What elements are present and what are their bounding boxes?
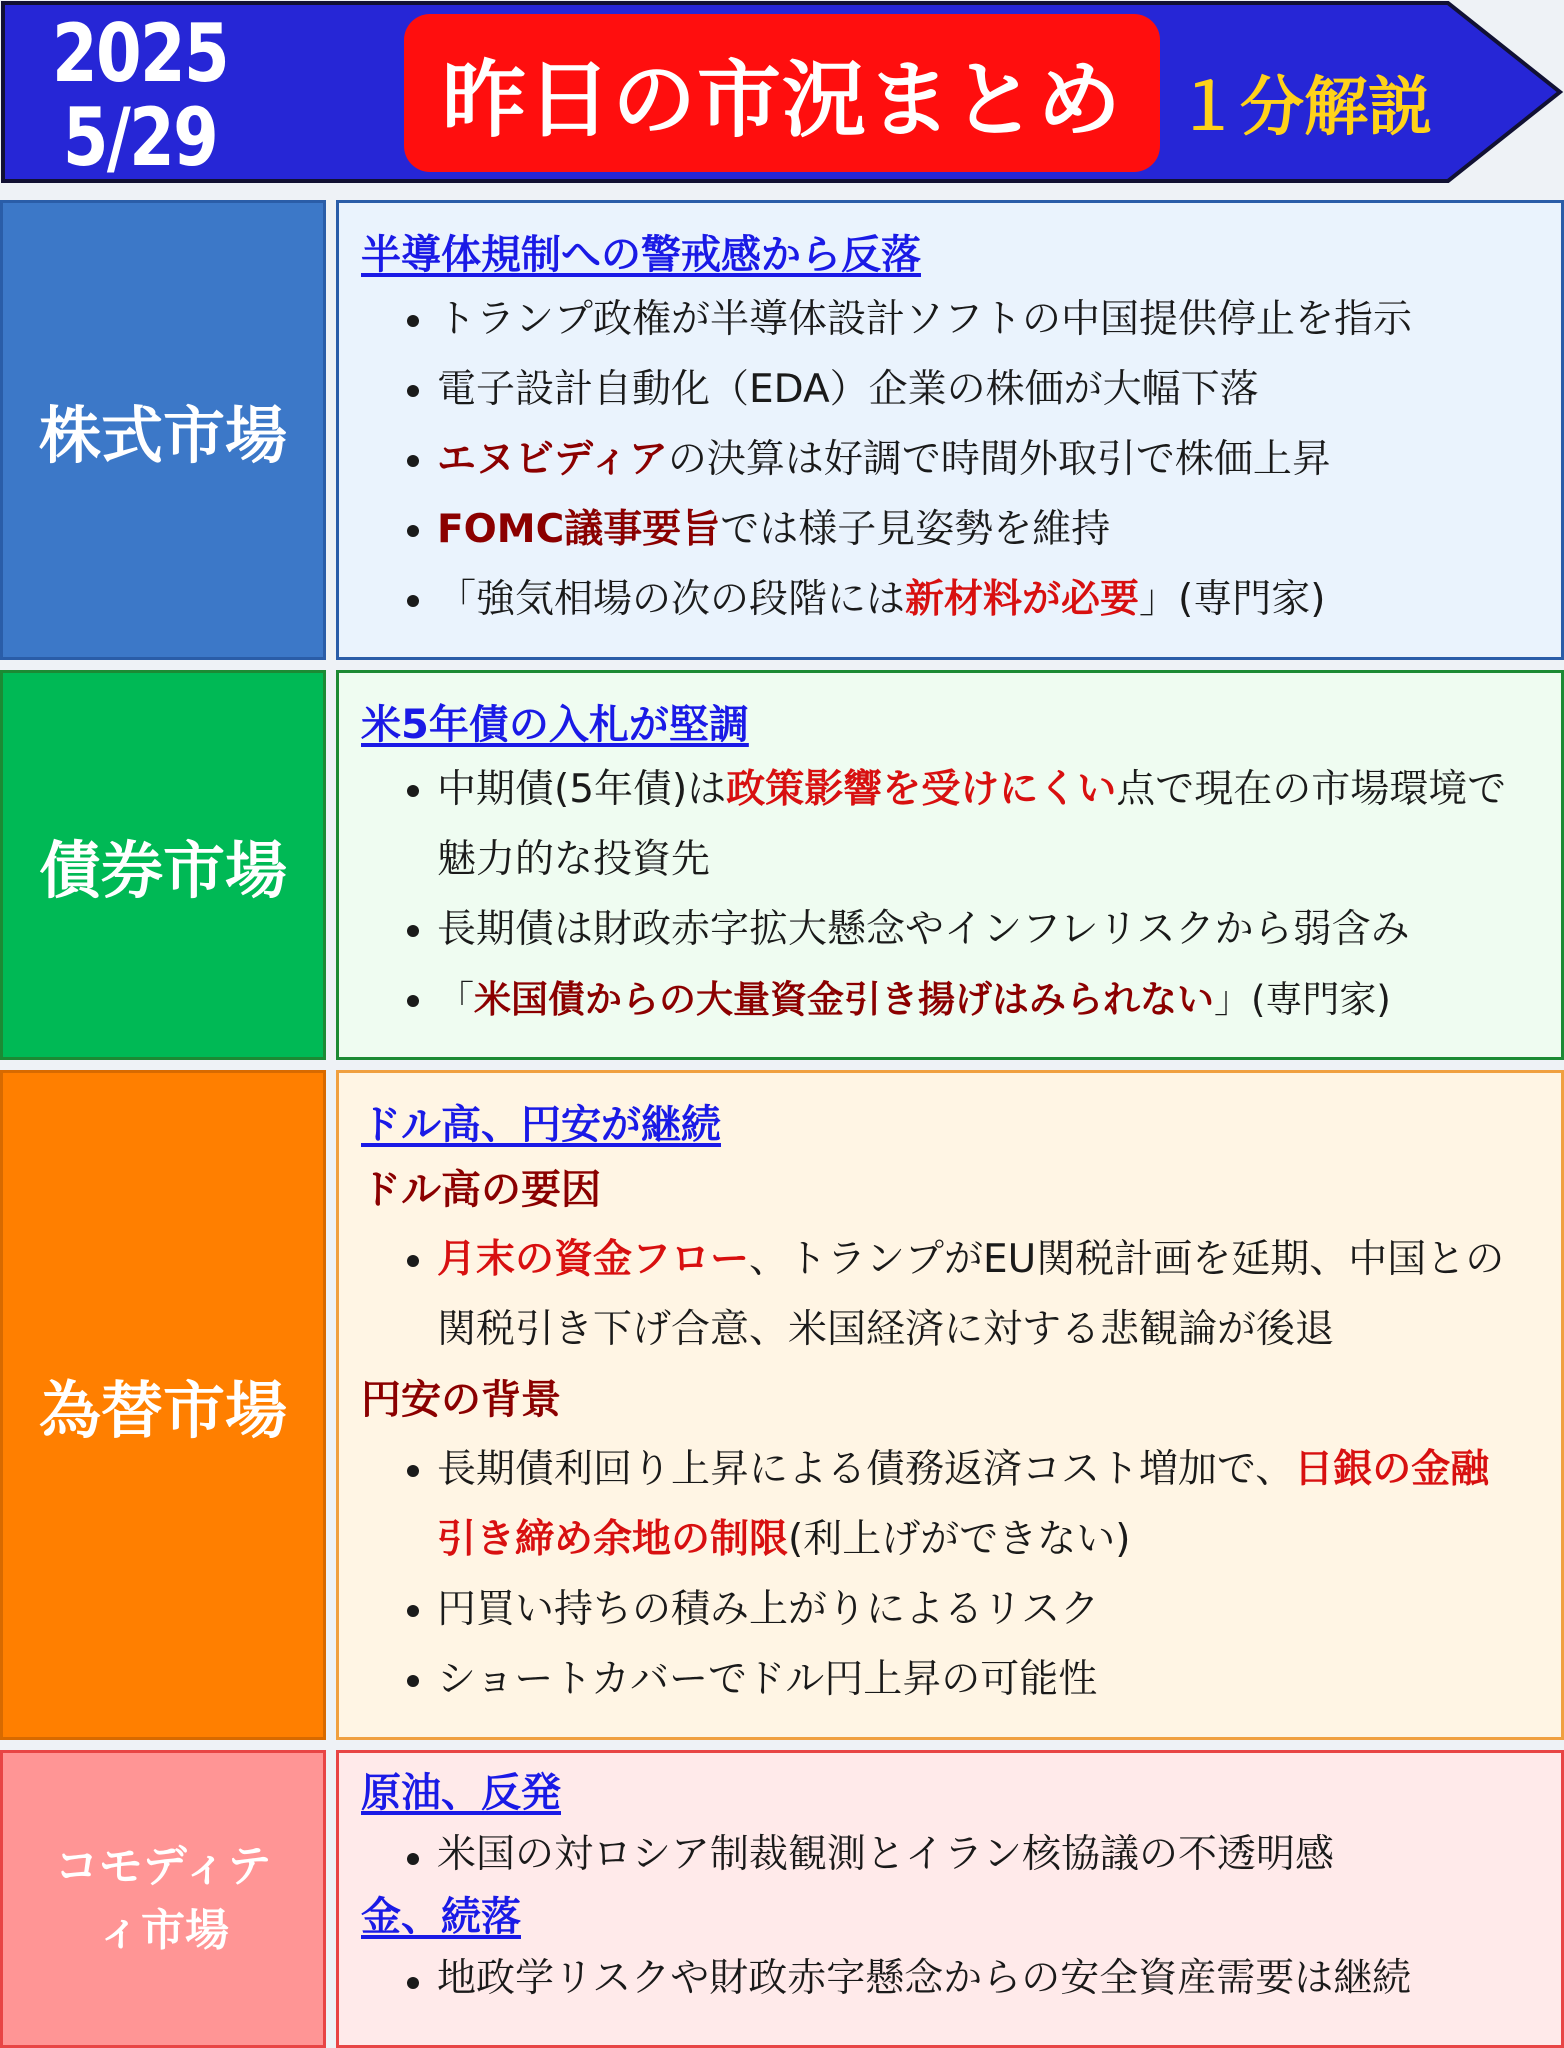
section-bond	[0, 670, 1564, 1060]
list-item: 電子設計自動化（EDA）企業の株価が大幅下落	[401, 355, 1543, 425]
bullet-list	[361, 1947, 1543, 2011]
section-label-stock	[0, 200, 326, 660]
list-item: 中期債(5年債)は政策影響を受けにくい点で現在の市場環境で魅力的な投資先	[401, 755, 1543, 895]
date-year: 2025	[51, 7, 229, 100]
list-item: トランプ政権が半導体設計ソフトの中国提供停止を指示	[401, 285, 1543, 355]
list-item: 地政学リスクや財政赤字懸念からの安全資産需要は継続	[401, 1947, 1543, 2011]
section-content-fx	[336, 1070, 1564, 1740]
section-headline[interactable]: 米5年債の入札が堅調	[361, 702, 749, 748]
subheading: ドル高の要因	[361, 1167, 601, 1213]
section-headline[interactable]: ドル高、円安が継続	[361, 1102, 721, 1148]
title-box	[404, 14, 1160, 172]
list-item: エヌビディアの決算は好調で時間外取引で株価上昇	[401, 425, 1543, 495]
bullet-list	[361, 285, 1543, 635]
list-item: 長期債利回り上昇による債務返済コスト増加で、日銀の金融引き締め余地の制限(利上げができない)	[401, 1435, 1543, 1575]
label-text: 債券市場	[38, 833, 287, 907]
list-item: FOMC議事要旨では様子見姿勢を維持	[401, 495, 1543, 565]
section-label-bond	[0, 670, 326, 1060]
page-subtitle: １分解説	[1176, 71, 1432, 145]
section-headline[interactable]: 半導体規制への警戒感から反落	[361, 232, 921, 278]
bullet-list	[361, 1823, 1543, 1887]
section-label-fx	[0, 1070, 326, 1740]
bullet-list	[361, 755, 1543, 1035]
section-content-bond	[336, 670, 1564, 1060]
section-content-stock	[336, 200, 1564, 660]
list-item: 長期債は財政赤字拡大懸念やインフレリスクから弱含み	[401, 895, 1543, 965]
label-text-line2: ィ市場	[97, 1905, 229, 1956]
bullet-list	[361, 1435, 1543, 1715]
date-day: 5/29	[62, 91, 218, 184]
section-fx	[0, 1070, 1564, 1740]
list-item: ショートカバーでドル円上昇の可能性	[401, 1645, 1543, 1715]
section-content-commodity	[336, 1750, 1564, 2048]
page-title: 昨日の市況まとめ	[441, 50, 1122, 149]
list-item: 「米国債からの大量資金引き揚げはみられない」(専門家)	[401, 965, 1543, 1035]
date-display	[45, 7, 235, 184]
section-headline[interactable]: 原油、反発	[361, 1770, 561, 1816]
section-headline[interactable]: 金、続落	[361, 1894, 521, 1940]
list-item: 米国の対ロシア制裁観測とイラン核協議の不透明感	[401, 1823, 1543, 1887]
section-label-commodity	[0, 1750, 326, 2048]
list-item: 月末の資金フロー、トランプがEU関税計画を延期、中国との関税引き下げ合意、米国経済に対する悲観論が後退	[401, 1225, 1543, 1365]
label-text: 株式市場	[38, 398, 287, 472]
bullet-list	[361, 1225, 1543, 1365]
list-item: 円買い持ちの積み上がりによるリスク	[401, 1575, 1543, 1645]
label-text: 為替市場	[38, 1373, 287, 1447]
section-stock	[0, 200, 1564, 660]
section-commodity	[0, 1750, 1564, 2048]
header-banner	[0, 0, 1564, 184]
label-text-line1: コモディテ	[54, 1841, 272, 1892]
list-item: 「強気相場の次の段階には新材料が必要」(専門家)	[401, 565, 1543, 635]
subheading: 円安の背景	[361, 1377, 561, 1423]
